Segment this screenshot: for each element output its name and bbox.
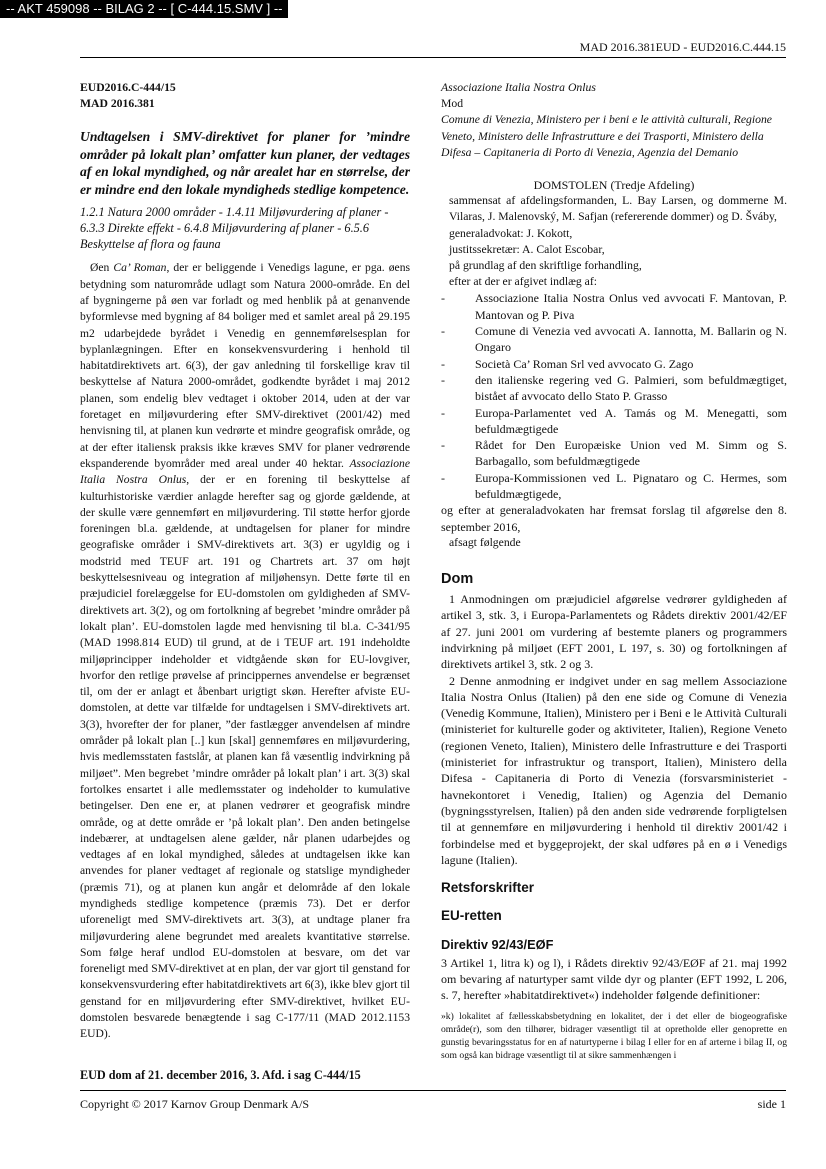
list-dash: -	[441, 438, 445, 453]
party-text: Europa-Parlamentet ved A. Tamás og M. Menegatti, som befuldmægtigede	[475, 405, 787, 436]
party-text: Europa-Kommissionen ved L. Pignataro og C. Hermes, som befuldmægtigede,	[475, 470, 787, 501]
paragraph-3: 3 Artikel 1, litra k) og l), i Rådets direktiv 92/43/EØF af 21. maj 1992 om bevaring af naturtyper samt vilde dyr og planter (EFT 1992, L 206, s. 7, herefter »habitatdirektivet«) indeholder følgende definitioner:	[441, 955, 787, 1003]
list-dash: -	[441, 470, 445, 485]
ag-opinion: og efter at generaladvokaten har fremsat forslag til afgørelse den 8. september 2016,	[441, 503, 787, 534]
header-divider	[80, 57, 786, 58]
party-item	[441, 437, 787, 470]
page-number: side 1	[757, 1097, 786, 1111]
body-italic-2: Associazione Italia Nostra Onlus	[80, 456, 410, 487]
list-dash: -	[441, 291, 445, 306]
heading-dom: Dom	[441, 570, 474, 587]
right-column	[441, 80, 787, 1062]
heading-directive: Direktiv 92/43/EØF	[441, 936, 554, 952]
footer-divider	[80, 1090, 786, 1091]
definition-quote: »k) lokalitet af fællesskabsbetydning en lokalitet, der i det eller de biogeografiske område(r), som den tilhører, bidrager væsentligt til at opretholde eller genoprette en gunstig bevaringsstatus for en af naturtyperne i bilag I eller for en af arterne i bilag II, og som også kan bidrage væsentligt til at sikre sammenhængen i	[441, 1010, 787, 1061]
defendants: Comune di Venezia, Ministero per i beni e le attività culturali, Regione Veneto, Ministero delle Infrastrutture e dei Trasporti, Ministero della Difesa – Capitaneria di Porto di Venezia, Agenzia del Demanio	[441, 113, 772, 159]
judgment-reference: EUD dom af 21. december 2016, 3. Afd. i sag C-444/15	[80, 1068, 361, 1082]
court-name: DOMSTOLEN (Tredje Afdeling)	[533, 178, 695, 193]
page-header: MAD 2016.381EUD - EUD2016.C.444.15	[579, 40, 786, 54]
body-text-2: , der er beliggende i Venedigs lagune, er pga. øens betydning som naturområde udlagt som Natura 2000-område. En del af bygningerne på øen var forladt og med henblik på at genanvende byformlevse med bygning af 84 boliger med et samlet areal på 29.195 m2 udarbejdede byrådet i Venedig en gennemførelsesplan for byplanlægningen. Efter en konsekvensvurdering i henhold til habitatdirektivets art. 6(3), der gav anledning til forskellige krav til beskyttelse af Natura 2000-området, godkendte byrådet i maj 2012 planen, som endelig blev vedtaget i oktober 2014, uden at der var foretaget en miljøvurdering efter SMV-direktivet (2001/42) med henvisning til, at planen kun vedrørte et mindre geografisk område, og at der efter italiensk praksis ikke kræves SMV for planer vedrørende ekspanderende byområder med areal under 40 hektar.	[80, 261, 410, 470]
heading-eu-law: EU-retten	[441, 908, 502, 924]
party-item	[441, 372, 787, 405]
summary-title: Undtagelsen i SMV-direktivet for planer for ’mindre områder på lokalt plan’ omfatter kun planer, der vedtages af en lokal myndighed, og når arealet har en størrelse, der er mindre end den lokale myndigheds stedlige kompetence.	[80, 129, 410, 197]
party-item	[441, 323, 787, 356]
summary-body	[80, 260, 410, 1042]
body-italic-1: Ca’ Roman	[113, 261, 167, 275]
parties-list	[441, 290, 787, 502]
versus: Mod	[441, 97, 464, 111]
applicant: Associazione Italia Nostra Onlus	[441, 81, 596, 94]
list-dash: -	[441, 405, 445, 420]
court-composition: sammensat af afdelingsformanden, L. Bay Larsen, og dommerne M. Vilaras, J. Malenovský, M. Safjan (refererende dommer) og D. Šváby,	[449, 194, 787, 224]
registrar: justitssekretær: A. Calot Escobar,	[449, 242, 605, 256]
list-dash: -	[441, 356, 445, 371]
party-text: Comune di Venezia ved avvocati A. Iannotta, M. Ballarin og N. Ongaro	[475, 324, 787, 355]
list-dash: -	[441, 372, 445, 387]
party-item	[441, 470, 787, 503]
body-text-3: , der er en forening til beskyttelse af kulturhistoriske værdier anlagde herefter sag og gjorde gældende, at der skulle være gennemført en miljøvurdering. Til støtte herfor gjorde foreningen bl.a. gældende, at undtagelsen for planer for mindre geografiske områder i SMV-direktivets art. 3(3) er ugyldig og i modstrid med TEUF art. 191 og Chartrets art. 37 om højt beskyttelsesniveau og integration af miljøhensyn. Dette førte til en præjudiciel forelæggelse for EU-domstolen om gyldigheden af SMV-direktivets art. 3(2), og om fortolkning af begrebet ’mindre områder på lokalt plan’. EU-domstolen lagde med henvisning til bl.a. C-341/95 (MAD 1998.814 EUD) til grund, at de i TEUF art. 191 indeholdte miljøprincipper indeholder et vidtgående skøn for EU-lovgiver, hvorfor den retlige prøvelse af princippernes anvendelse er begrænset til, om der er anlagt et åbenbart urigtigt skøn. Herefter afviste EU-domstolen, at dette var tilfælde for undtagelsen i SMV-direktivets art. 3(3), hvorefter der for planer, ”der fastlægger anvendelsen af mindre områder på lokalt plan [..] kun [skal] gennemføres en miljøvurdering, hvis medlemsstaten fastslår, at planen kan få væsentlig indvirkning på miljøet”. Men begrebet ’mindre områder på lokalt plan’ i art. 3(3) skal fortolkes ensartet i alle medlemsstater og indeholder to kumulative betingelser. Den ene er, at planen vedrører et geografisk mindre område, og at dette område er ’på lokalt plan’. Den anden betingelse indebærer, at undtagelsen alene gælder, når planen udarbejdes og vedtages af en lokal myndighed, således at undtagelsen ikke kan anvendes for planer vedtaget af regionale og statslige myndigheder (præmis 71), og at planen kun angår et delområde af den lokale myndigheds stedlige kompetence (præmis 73). Det er derfor uforeneligt med SMV-direktivets art. 3(3), at undtage planer fra miljøvurdering alene begrundet med arealets kvantitative størrelse. Som følge heraf undlod EU-domstolen at besvare, om det var foreneligt med SMV-direktivet at en plan, der var gjort til genstand for konsekvensvurdering efter habitatdirektivets art 6(3), ikke blev gjort til genstand for en miljøvurdering efter SMV-direktivet, hvilket EU-domstolen besvarede benægtende i sag C-177/11 (MAD 2012.1153 EUD).	[80, 473, 411, 1041]
left-column	[80, 80, 410, 1043]
keywords: 1.2.1 Natura 2000 områder - 1.4.11 Miljøvurdering af planer - 6.3.3 Direkte effekt - 6.4.8 Miljøvurdering af planer - 6.5.6 Beskyttelse af flora og fauna	[80, 205, 389, 252]
paragraph-2: 2 Denne anmodning er indgivet under en sag mellem Associazione Italia Nostra Onlus (Italien) på den ene side og Comune di Venezia (Venedig Kommune, Italien), Ministero per i Beni e le Attività Culturali (ministeriet for kulturelle goder og aktiviteter, Italien), Regione Veneto (regionen Veneto, Italien), Ministero delle Infrastrutture e dei Trasporti (ministeriet for infrastruktur og transport, Italien), Ministero della Difesa - Capitaneria di Porto di Venezia (forsvarsministeriet - havnekontoret i Venedig, Italien) og Agenzia del Demanio (bygningsstyrelsen, Italien) på den anden side vedrørende forpligtelsen til at gennemføre en miljøvurdering i henhold til direktiv 2001/42 i forbindelse med et byggeprojekt, der skal udføres på en ø i Venedigs lagune (Italien).	[441, 673, 787, 867]
party-item	[441, 356, 787, 372]
heading-legal-framework: Retsforskrifter	[441, 880, 535, 896]
paragraph-1: 1 Anmodningen om præjudiciel afgørelse vedrører gyldigheden af artikel 3, stk. 3, i Europa-Parlamentets og Rådets direktiv 2001/42/EF af 27. juni 2001 om vurdering af bestemte planers og programmers indvirkning på miljøet (EFT 2001, L 197, s. 30) og fortolkningen af direktivets artikel 3, stk. 2 og 3.	[441, 592, 787, 672]
ref-mad: MAD 2016.381	[80, 97, 155, 111]
party-text: den italienske regering ved G. Palmieri, som befuldmægtiget, bistået af avvocato dello Stato P. Grasso	[475, 372, 787, 404]
party-item	[441, 290, 787, 323]
observations-intro: efter at der er afgivet indlæg af:	[449, 275, 597, 289]
body-text-1: Øen	[90, 261, 114, 275]
case-stamp: -- AKT 459098 -- BILAG 2 -- [ C-444.15.SMV ] --	[0, 0, 288, 18]
advocate-general: generaladvokat: J. Kokott,	[449, 226, 573, 240]
party-text: Società Ca’ Roman Srl ved avvocato G. Zago	[475, 356, 694, 371]
procedure: på grundlag af den skriftlige forhandling,	[449, 259, 642, 273]
judgment-intro: afsagt følgende	[449, 535, 521, 549]
list-dash: -	[441, 324, 445, 339]
ref-eud: EUD2016.C-444/15	[80, 81, 176, 94]
party-item	[441, 405, 787, 438]
party-text: Associazione Italia Nostra Onlus ved avvocati F. Mantovan, P. Mantovan og P. Piva	[475, 291, 787, 322]
party-text: Rådet for Den Europæiske Union ved M. Simm og S. Barbagallo, som befuldmægtigede	[475, 438, 787, 469]
copyright: Copyright © 2017 Karnov Group Denmark A/S	[80, 1097, 310, 1111]
